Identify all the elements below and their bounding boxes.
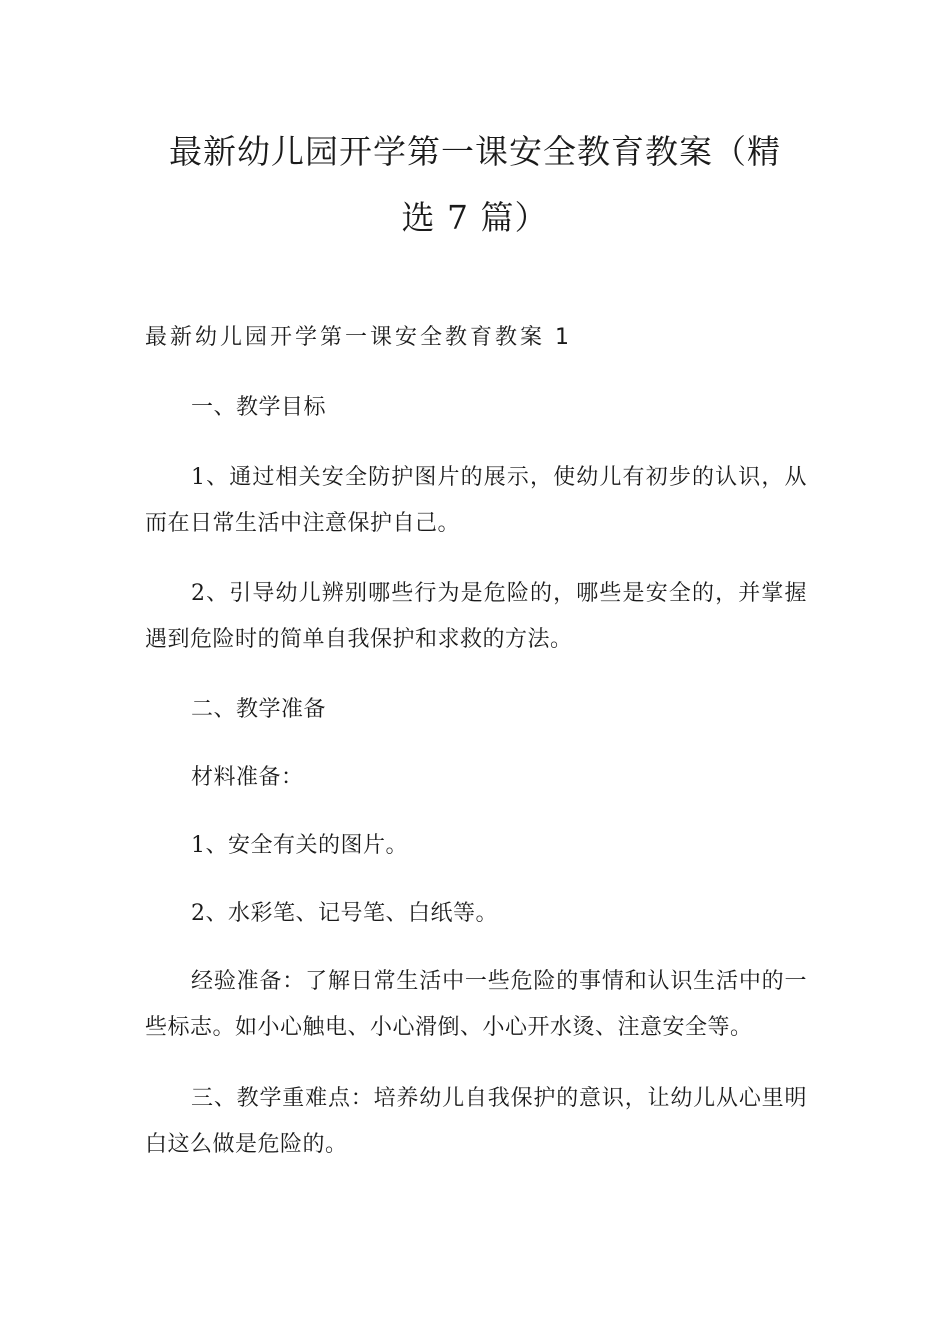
paragraph-goal-1: 1、通过相关安全防护图片的展示，使幼儿有初步的认识，从而在日常生活中注意保护自己。 [145, 465, 807, 536]
paragraph-goals-heading: 一、教学目标 [191, 395, 327, 420]
document-title-line-2: 选 7 篇） [401, 198, 549, 237]
paragraph-materials-label: 材料准备： [191, 765, 304, 790]
paragraph-key-difficulties: 三、教学重难点：培养幼儿自我保护的意识，让幼儿从心里明白这么做是危险的。 [145, 1086, 807, 1157]
paragraph-prep-heading: 二、教学准备 [191, 697, 327, 722]
section-heading: 最新幼儿园开学第一课安全教育教案 1 [145, 325, 572, 350]
paragraph-material-1: 1、安全有关的图片。 [191, 833, 408, 858]
paragraph-experience-prep: 经验准备：了解日常生活中一些危险的事情和认识生活中的一些标志。如小心触电、小心滑倒、小心开水烫、注意安全等。 [145, 969, 807, 1040]
document-title-line-1: 最新幼儿园开学第一课安全教育教案（精 [169, 132, 781, 171]
paragraph-material-2: 2、水彩笔、记号笔、白纸等。 [191, 901, 498, 926]
paragraph-goal-2: 2、引导幼儿辨别哪些行为是危险的，哪些是安全的，并掌握遇到危险时的简单自我保护和求救的方法。 [145, 581, 807, 652]
